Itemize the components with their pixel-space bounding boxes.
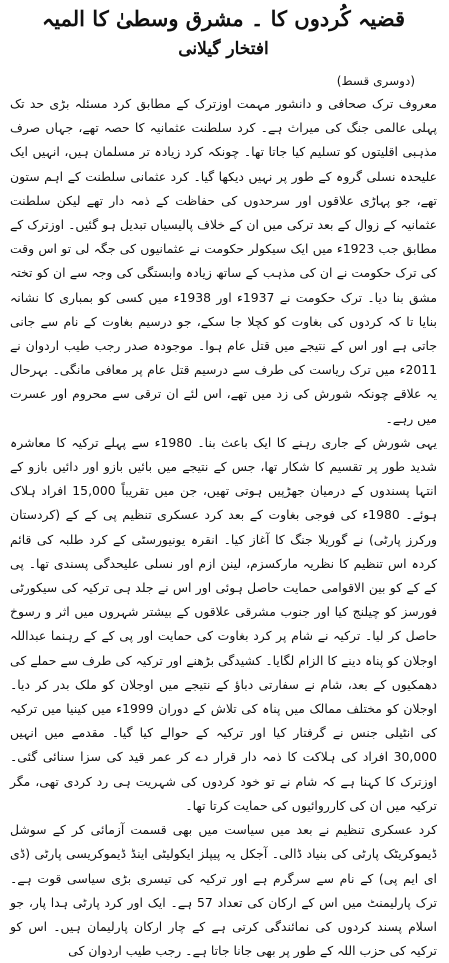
article-headline: قضیہ کُردوں کا ۔ مشرق وسطیٰ کا المیہ: [41, 6, 405, 31]
installment-label: (دوسری قسط): [336, 74, 415, 88]
author-byline: افتخار گیلانی: [178, 39, 269, 59]
paragraph: یہی شورش کے جاری رہنے کا ایک باعث بنا۔ 1980ء سے پہلے ترکیہ کا معاشرہ شدید طور پر تقسیم کا شکار تھا، جس کے نتیجے میں بائیں بازو اور دائیں بازو کے انتہا پسندوں کے درمیان جھڑپیں ہوتی تھیں، جن میں تقریباً 15,000 افراد ہلاک ہوئے۔ 1980ء کی فوجی بغاوت کے بعد کرد عسکری تنظیم پی کے کے (کردستان ورکرز پارٹی) نے گوریلا جنگ کا آغاز کیا۔ انقرہ یونیورسٹی کے کرد طلبہ کی قائم کردہ اس تنظیم کا نظریہ مارکسزم، لینن ازم اور نسلی علیحدگی پسندی تھا۔ پی کے کے کو بین الاقوامی حمایت حاصل ہوئی اور اس نے جلد ہی ترکیہ کی سیکورٹی فورسز کو چیلنج کیا اور جنوب مشرقی علاقوں کے بیشتر شہروں میں اثر و رسوخ حاصل کر لیا۔ ترکیہ نے شام پر کرد بغاوت کی حمایت اور پی کے کے رہنما عبداللہ اوجلان کو پناہ دینے کا الزام لگایا۔ کشیدگی بڑھنے اور ترکیہ کی طرف سے حملے کی دھمکیوں کے بعد، شام نے سفارتی دباؤ کے نتیجے میں اوجلان کو ملک بدر کر دیا۔ اوجلان کو مختلف ممالک میں پناہ کی تلاش کے دوران 1999ء میں کینیا میں ترکیہ کی انٹیلی جنس نے گرفتار کیا اور ترکیہ کے حوالے کیا گیا۔ مقدمے میں انہیں 30,000 افراد کی ہلاکت کا ذمہ دار قرار دے کر عمر قید کی سزا سنائی گئی۔ اوزترک کا کہنا ہے کہ شام نے تو خود کردوں کی شہریت ہی رد کردی تھی، مگر ترکیہ میں ان کی کارروائیوں کی حمایت کرتا تھا۔: [10, 434, 437, 813]
paragraph: معروف ترک صحافی و دانشور مہمت اوزترک کے مطابق کرد مسئلہ بڑی حد تک پہلی عالمی جنگ کی میراث ہے۔ کرد سلطنت عثمانیہ کا حصہ تھے، جہاں صرف مذہبی اقلیتوں کو تسلیم کیا جاتا تھا۔ چونکہ کرد زیادہ تر مسلمان ہیں، انہیں ایک علیحدہ نسلی گروہ کے طور پر نہیں دیکھا گیا۔ کرد عثمانی سلطنت کے اہم ستون تھے، جو پہاڑی علاقوں اور سرحدوں کی حفاظت کے ذمہ دار تھے لیکن سلطنت عثمانیہ کے زوال کے بعد ترکی میں ان کے خلاف پالیسیاں تبدیل ہو گئیں۔ اوزترک کے مطابق جب 1923ء میں ایک سیکولر حکومت نے عثمانیوں کی جگہ لی تو اس وقت کی ترک حکومت نے ان کی مذہب کے ساتھ زیادہ وابستگی کی وجہ سے ان کو تختہ مشق بنا دیا۔ ترک حکومت نے 1937ء اور 1938ء میں کسی کو بمباری کا نشانہ بنایا تا کہ کردوں کی بغاوت کو کچلا جا سکے، جو درسیم بغاوت کے نام سے جانی جاتی ہے اور اس کے نتیجے میں قتل عام ہوا۔ موجودہ صدر رجب طیب اردوان نے 2011ء میں ترک ریاست کی طرف سے درسیم قتل عام پر معافی مانگی۔ بہرحال یہ علاقے چونکہ شورش کی زد میں تھے، اس لئے ان ترقی سے محروم اور عسرت میں رہے۔: [10, 96, 437, 426]
paragraph: کرد عسکری تنظیم نے بعد میں سیاست میں بھی قسمت آزمائی کر کے سوشل ڈیموکریٹک پارٹی کی بنیاد ڈالی۔ آجکل یہ پیپلز ایکولیٹی اینڈ ڈیموکریسی پارٹی (ڈی ای ایم پی) کے نام سے سرگرم ہے اور ترکیہ کی تیسری بڑی سیاسی قوت ہے۔ ترک پارلیمنٹ میں اس کے ارکان کی تعداد 57 ہے۔ ایک اور کرد پارٹی ہدا پار، جو اسلام پسند کردوں کی نمائندگی کرتی ہے کے چار ارکان پارلیمان ہیں۔ اس کو ترکیہ کی حزب اللہ کے طور پر بھی جانا جاتا ہے۔ رجب طیب اردوان کی: [10, 822, 438, 959]
article-body: [10, 92, 437, 963]
